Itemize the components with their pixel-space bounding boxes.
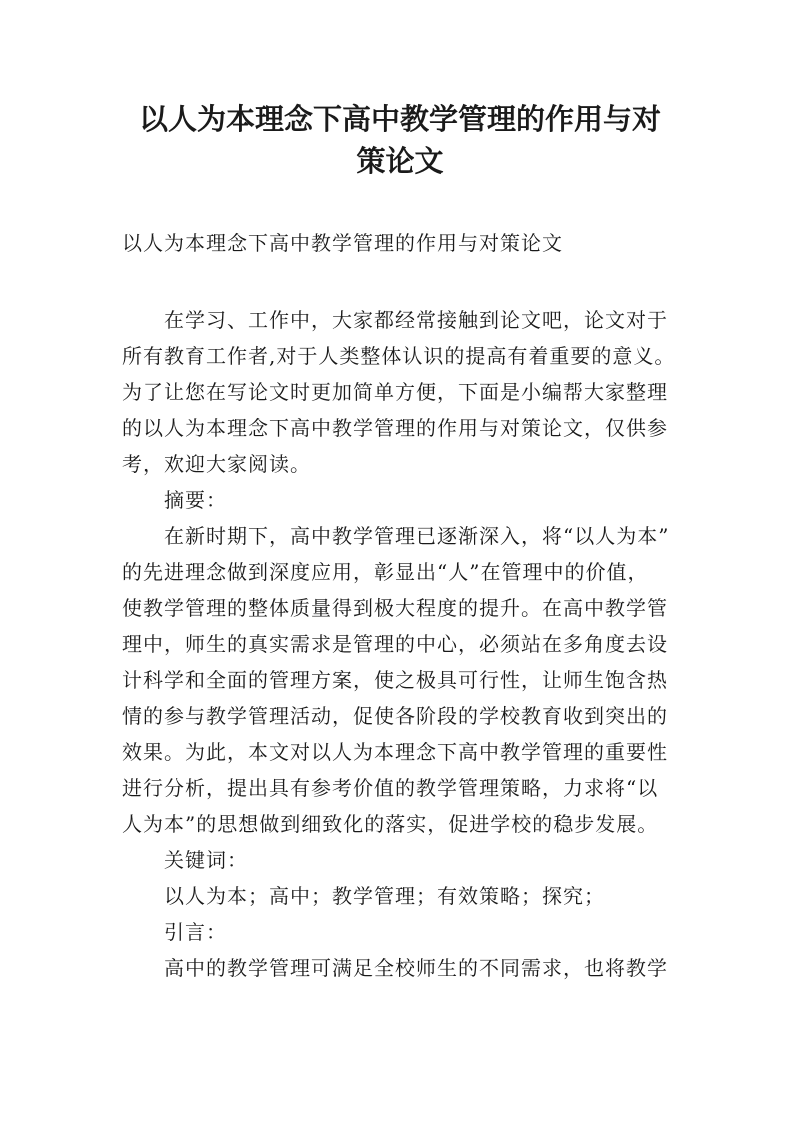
text-line: 的先进理念做到深度应用，彰显出“人”在管理中的价值， (122, 560, 649, 584)
text-line: 在新时期下，高中教学管理已逐渐深入，将“以人为本” (164, 524, 670, 548)
introduction-paragraph (122, 950, 690, 986)
text-line: 效果。为此，本文对以人为本理念下高中教学管理的重要性 (122, 740, 668, 764)
text-line: 考，欢迎大家阅读。 (122, 452, 311, 476)
document-subtitle: 以人为本理念下高中教学管理的作用与对策论文 (122, 231, 563, 255)
introduction-heading (122, 914, 690, 950)
text-line: 计科学和全面的管理方案，使之极具可行性，让师生饱含热 (122, 668, 668, 692)
text-line: 情的参与教学管理活动，促使各阶段的学校教育收到突出的 (122, 704, 668, 728)
keywords-list (122, 878, 690, 914)
document-body (122, 302, 690, 986)
text-line: 使教学管理的整体质量得到极大程度的提升。在高中教学管 (122, 596, 668, 620)
text-line: 以人为本；高中；教学管理；有效策略；探究； (164, 884, 605, 908)
text-line: 理中，师生的真实需求是管理的中心，必须站在多角度去设 (122, 632, 668, 656)
text-line: 高中的教学管理可满足全校师生的不同需求，也将教学 (164, 956, 668, 980)
keywords-heading (122, 842, 690, 878)
intro-paragraph (122, 302, 690, 482)
text-line: 为了让您在写论文时更加简单方便，下面是小编帮大家整理 (122, 380, 668, 404)
text-line: 引言： (164, 920, 227, 944)
document-title (120, 98, 680, 182)
text-line: 进行分析，提出具有参考价值的教学管理策略，力求将“以 (122, 776, 659, 800)
text-line: 关键词： (164, 848, 248, 872)
abstract-paragraph (122, 518, 690, 842)
text-line: 摘要： (164, 488, 227, 512)
title-line: 以人为本理念下高中教学管理的作用与对 (138, 102, 661, 136)
title-line: 策论文 (356, 144, 444, 178)
abstract-heading (122, 482, 690, 518)
text-line: 人为本”的思想做到细致化的落实，促进学校的稳步发展。 (122, 812, 659, 836)
text-line: 在学习、工作中，大家都经常接触到论文吧，论文对于 (164, 308, 668, 332)
text-line: 的以人为本理念下高中教学管理的作用与对策论文，仅供参 (122, 416, 668, 440)
text-line: 所有教育工作者,对于人类整体认识的提高有着重要的意义。 (122, 344, 676, 368)
